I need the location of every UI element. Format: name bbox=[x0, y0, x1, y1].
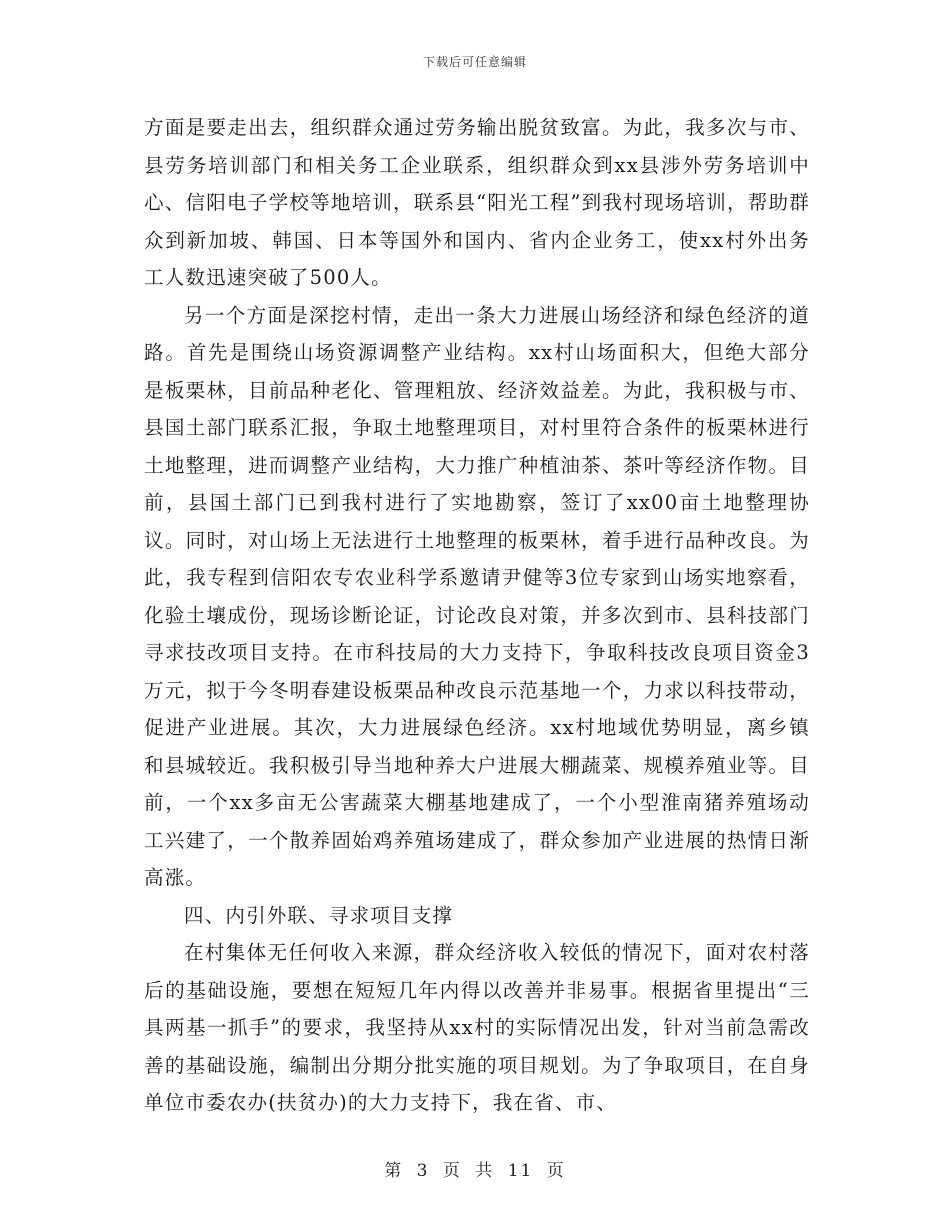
page-number: 第 3 页 共 11 页 bbox=[384, 1161, 566, 1181]
section-heading: 四、内引外联、寻求项目支撑 bbox=[184, 903, 454, 927]
document-body bbox=[144, 109, 810, 1122]
paragraph: 另一个方面是深挖村情，走出一条大力进展山场经济和绿色经济的道路。首先是围绕山场资源调整产业结构。xx村山场面积大，但绝大部分是板栗林，目前品种老化、管理粗放、经济效益差。为此，我积极与市、县国土部门联系汇报，争取土地整理项目，对村里符合条件的板栗林进行土地整理，进而调整产业结构，大力推广种植油茶、茶叶等经济作物。目前，县国土部门已到我村进行了实地勘察，签订了xx00亩土地整理协议。同时，对山场上无法进行土地整理的板栗林，着手进行品种改良。为此，我专程到信阳农专农业科学系邀请尹健等3位专家到山场实地察看，化验土壤成份，现场诊断论证，讨论改良对策，并多次到市、县科技部门寻求技改项目支持。在市科技局的大力支持下，争取科技改良项目资金3万元，拟于今冬明春建设板栗品种改良示范基地一个，力求以科技带动，促进产业进展。其次，大力进展绿色经济。xx村地域优势明显，离乡镇和县城较近。我积极引导当地种养大户进展大棚蔬菜、规模养殖业等。目前，一个xx多亩无公害蔬菜大棚基地建成了，一个小型淮南猪养殖场动工兴建了，一个散养固始鸡养殖场建成了，群众参加产业进展的热情日渐高涨。 bbox=[144, 303, 810, 889]
paragraph: 在村集体无任何收入来源，群众经济收入较低的情况下，面对农村落后的基础设施，要想在短短几年内得以改善并非易事。根据省里提出“三具两基一抓手”的要求，我坚持从xx村的实际情况出发，针对当前急需改善的基础设施，编制出分期分批实施的项目规划。为了争取项目，在自身单位市委农办(扶贫办)的大力支持下，我在省、市、 bbox=[144, 941, 810, 1114]
paragraph-continued: 方面是要走出去，组织群众通过劳务输出脱贫致富。为此，我多次与市、县劳务培训部门和相关务工企业联系，组织群众到xx县涉外劳务培训中心、信阳电子学校等地培训，联系县“阳光工程”到我村现场培训，帮助群众到新加坡、韩国、日本等国外和国内、省内企业务工，使xx村外出务工人数迅速突破了500人。 bbox=[144, 116, 810, 289]
page-header-note: 下载后可任意编辑 bbox=[422, 55, 527, 69]
